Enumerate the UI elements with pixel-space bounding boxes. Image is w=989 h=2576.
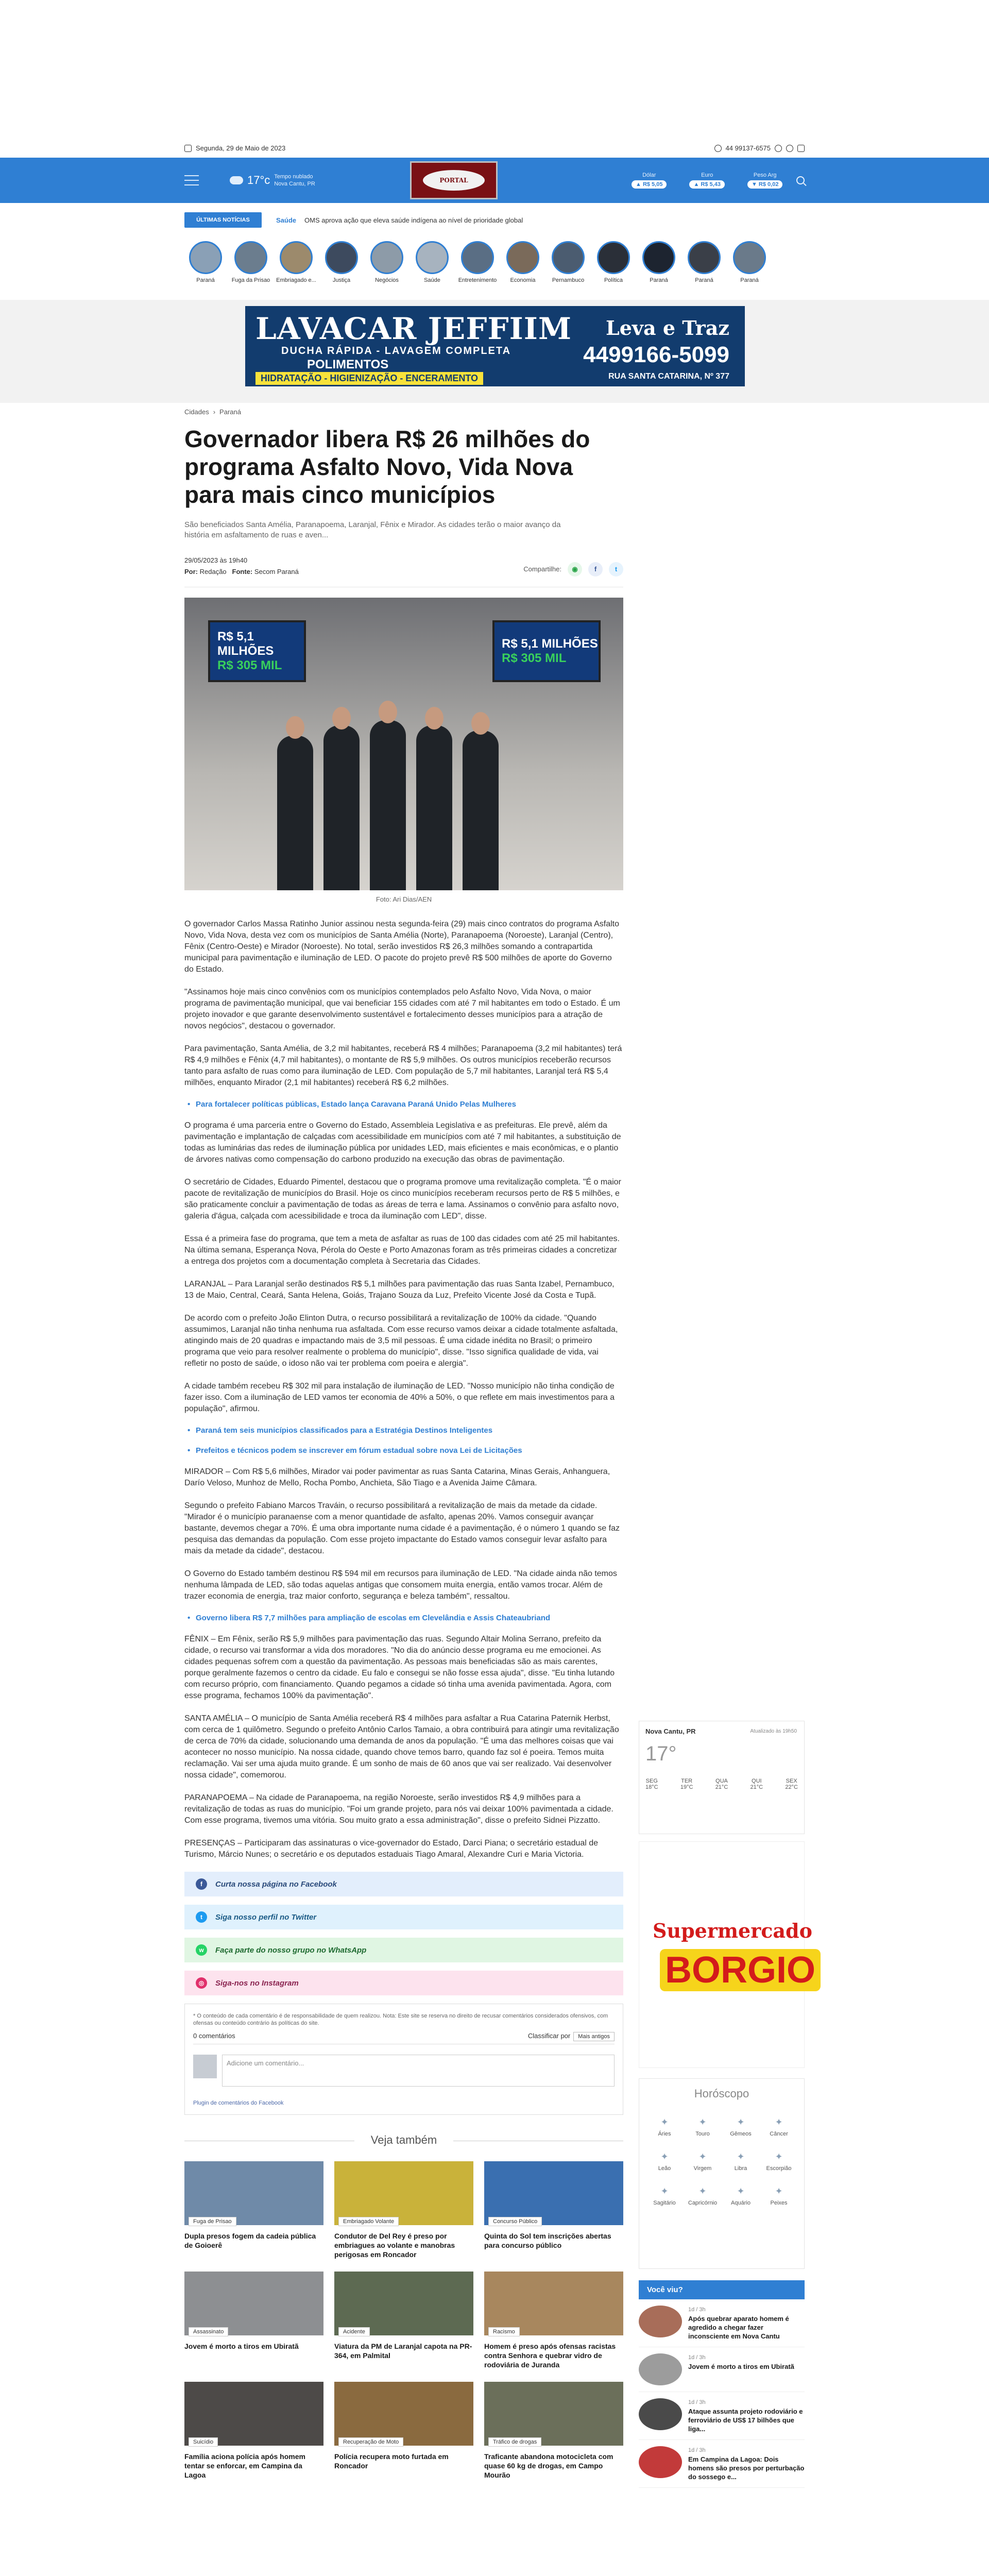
viu-thumb [639,2446,682,2478]
horoscope-title: Horóscopo [694,2087,749,2100]
viu-item[interactable] [639,2347,805,2392]
story-label: Negócios [375,277,399,283]
calendar-icon [184,145,192,152]
story-label: Embriagado e... [276,277,316,283]
share-bar [523,562,623,577]
ad-banner-lavacar[interactable] [245,306,745,386]
facebook-icon[interactable] [775,145,782,152]
story-thumb [189,241,222,274]
viu-title: Em Campina da Lagoa: Dois homens são presos por perturbação do sossego e... [688,2455,805,2481]
instagram-follow-button[interactable] [184,1971,623,1995]
paragraph: O secretário de Cidades, Eduardo Pimentel, destacou que o programa promove uma revitalização completa. "É o maior pacote de revitalização de municípios do Brasil. Hoje os cinco municípios receberam recursos perto de R$ 5 milhões, e são praticamente concluir a pavimentação de todas as áreas de terra e lama. Assinamos o convênio para asfalto novo, galeria d'água, calçada com acessibilidade e troca da iluminação com LED", disse. [184,1178,621,1221]
related-link[interactable]: • Para fortalecer políticas públicas, Estado lança Caravana Paraná Unido Pelas Mulheres [184,1100,623,1109]
breadcrumb: Cidades › Paraná [184,408,241,416]
weather-updated: Atualizado às 19h50 [750,1728,797,1734]
card-title: Família aciona polícia após homem tentar se enforcar, em Campina da Lagoa [184,2452,305,2479]
forecast-weekday: QUA [715,1778,728,1784]
story-thumb [416,241,449,274]
sort-select[interactable]: Mais antigos [573,2032,615,2041]
forecast-weekday: QUI [752,1778,762,1784]
related-link[interactable]: • Prefeitos e técnicos podem se inscrever em fórum estadual sobre nova Lei de Licitações [184,1446,623,1455]
ad-phone: 4499166-5099 [583,342,729,367]
sidebar-ad-borgio[interactable] [639,1841,816,2068]
paragraph: O Governo do Estado também destinou R$ 594 mil em recursos para iluminação de LED. "Na cidade ainda não temos nenhuma lâmpada de LED, são todas aquelas antigas que consomem muita energia, então vamos trocar. Além de trazer economia de energia, traz maior conforto, segurança e beleza também", ressaltou. [184,1569,617,1601]
card-image [484,2382,623,2446]
story-item[interactable] [189,241,223,293]
related-link[interactable]: • Paraná tem seis municípios classificados para a Estratégia Destinos Inteligentes [184,1426,623,1435]
story-label: Fuga da Prisao [231,277,270,283]
story-thumb [642,241,675,274]
paragraph: Essa é a primeira fase do programa, que tem a meta de asfaltar as ruas de 100 das cidades com até 25 mil habitantes. Na última semana, Esperança Nova, Pérola do Oeste e Porto Amazonas foram as três primeiras cidades a concretizar a entrega dos projetos com a documentação completa à Secretaria das Cidades. [184,1234,620,1266]
card-image [334,2161,473,2225]
ticker-category[interactable]: Saúde [276,216,297,224]
story-item[interactable] [415,241,449,293]
story-label: Economia [510,277,536,283]
card-tag: Embriagado Volante [338,2217,399,2226]
twitter-follow-button[interactable] [184,1905,623,1929]
instagram-icon[interactable] [797,145,805,152]
viu-time: 1d / 3h [688,2399,706,2405]
sign-item[interactable]: ✦ Câncer [760,2117,798,2137]
ad-line2: BORGIO [660,1949,821,1991]
breadcrumb-item[interactable]: Paraná [219,408,241,416]
whatsapp-group-button[interactable] [184,1938,623,1962]
ticker-headline[interactable]: OMS aprova ação que eleva saúde indígena ao nível de prioridade global [304,216,523,224]
story-item[interactable] [732,241,766,293]
story-item[interactable] [370,241,404,293]
comments-note: * O conteúdo de cada comentário é de responsabilidade de quem realizou. Nota: Este site se reserva no direito de recusar comentários considerados ofensivos, com ofensas ou conteúdo contrário às políticas do site. [193,2013,608,2026]
card-title: Viatura da PM de Laranjal capota na PR-364, em Palmital [334,2342,472,2360]
twitter-icon: t [196,1911,207,1923]
screen-sub: R$ 305 MIL [217,658,282,672]
news-ticker [184,210,805,230]
facebook-icon: f [196,1878,207,1890]
forecast-temp: 21°C [750,1784,763,1790]
ad-line2: DUCHA RÁPIDA - LAVAGEM COMPLETA [281,345,511,357]
viu-thumb [639,2306,682,2337]
viu-item[interactable] [639,2392,805,2440]
quote-label: Euro [701,172,713,178]
ad-name: LAVACAR JEFFIIM [255,311,572,346]
viu-item[interactable] [639,2299,805,2347]
story-thumb [461,241,494,274]
card-image [184,2272,323,2335]
card-image [334,2382,473,2446]
forecast-day [645,1778,658,1790]
article-datetime: 29/05/2023 às 19h40 [184,556,248,564]
photo-caption: Foto: Ari Dias/AEN [376,895,432,903]
see-also-title: Veja também [184,2133,623,2147]
voce-viu-widget [639,2280,805,2488]
twitter-follow-label: Siga nosso perfil no Twitter [215,1912,317,1922]
top-bar [0,144,989,157]
paragraph: FÊNIX – Em Fênix, serão R$ 5,9 milhões para pavimentação das ruas. Segundo Altair Molina Serrano, prefeito da cidade, o recurso vai transformar a vida dos moradores. "No dia do anúncio desse programa eu me emocionei. As cidades pequenas sofrem com a questão da pavimentação. As pessoas mais beneficiadas são as mais carentes, porque geralmente fazemos o centro da cidade. Eu falo e consegui se não fosse essa ajuda", disse. "Eu tinha lutando com recurso próprio, com financiamento. Quando pegamos a cidade só tinha uma avenida pavimentada. Agora, com esse programa, fechamos 100% da pavimentação". [184,1635,615,1700]
sign-item[interactable]: ✦ Aquário [722,2186,760,2206]
sign-item[interactable]: ✦ Áries [645,2117,684,2137]
weather-widget [639,1721,805,1834]
site-header [0,158,989,203]
sign-item[interactable]: ✦ Escorpião [760,2151,798,2172]
sign-item[interactable]: ✦ Peixes [760,2186,798,2206]
story-thumb [688,241,721,274]
story-thumb [325,241,358,274]
site-logo[interactable] [410,161,498,199]
voce-viu-title: Você viu? [639,2280,805,2299]
article-meta [184,555,623,587]
horoscope-widget [639,2078,805,2269]
story-label: Paraná [650,277,668,283]
card-title: Traficante abandona motocicleta com quase 60 kg de drogas, em Campo Mourão [484,2452,613,2479]
stories-bar [184,241,805,293]
paragraph: Segundo o prefeito Fabiano Marcos Traváin, o recurso possibilitará a revitalização de mais da metade da cidade. "Mirador é o município paranaense com a menor quantidade de asfalto, apenas 20%. Vamos conseguir avançar bastante, devemos chegar a 70%. É uma obra importante numa cidade é a pavimentação, é o número 1 quando se faz pesquisa das demandas da população. Com esse projeto impactante do Estado vamos conseguir levar asfalto para mais da metade da cidade", destacou. [184,1501,620,1555]
whatsapp-icon [714,145,722,152]
forecast-day [751,1778,763,1790]
comment-input[interactable]: Adicione um comentário... [222,2055,615,2087]
story-item[interactable] [458,241,497,293]
paragraph: PRESENÇAS – Participaram das assinaturas o vice-governador do Estado, Darci Piana; o secretário estadual de Turismo, Márcio Nunes; o secretário e os deputados estaduais Tiago Amaral, Alexandre Curi e Maria Victoria. [184,1839,599,1859]
viu-title: Jovem é morto a tiros em Ubiratã [688,2363,794,2370]
news-card[interactable] [184,2272,323,2369]
ad-line1: Supermercado [653,1919,812,1942]
card-image [484,2272,623,2335]
author: Redação [199,568,227,575]
news-card[interactable] [334,2272,473,2369]
card-title: Quinta do Sol tem inscrições abertas para concurso público [484,2232,611,2249]
viu-title: Após quebrar aparato homem é agredido a chegar fazer inconsciente em Nova Cantu [688,2315,789,2340]
quote-label: Peso Arg [753,172,777,178]
photo-screen-right [492,620,601,682]
story-item[interactable] [231,241,270,293]
news-card[interactable] [184,2161,323,2259]
share-facebook-icon[interactable]: f [588,562,603,577]
story-thumb [506,241,539,274]
screen-text: R$ 5,1 MILHÕES [217,630,274,658]
forecast-day [715,1778,728,1790]
story-label: Saúde [424,277,440,283]
story-label: Paraná [695,277,713,283]
related-link[interactable]: • Governo libera R$ 7,7 milhões para ampliação de escolas em Clevelândia e Assis Chateaubriand [184,1614,623,1622]
forecast-temp: 22°C [785,1784,798,1790]
phone-number[interactable]: 44 99137-6575 [725,144,771,152]
author-label: Por: [184,568,198,575]
story-label: Política [604,277,623,283]
story-item[interactable] [642,241,676,293]
story-label: Justiça [332,277,351,283]
sign-item[interactable]: ✦ Touro [684,2117,722,2137]
share-whatsapp-icon[interactable]: ◉ [568,562,582,577]
photo-screen-left [208,620,306,682]
quote-peso [747,172,782,189]
viu-time: 1d / 3h [688,2354,706,2361]
article-subtitle: São beneficiados Santa Amélia, Paranapoema, Laranjal, Fênix e Mirador. As cidades terão o maior avanço da história em asfaltamento de ruas e aven... [184,520,561,539]
viu-time: 1d / 3h [688,2447,706,2453]
news-card[interactable] [484,2272,623,2369]
card-title: Condutor de Del Rey é preso por embriagues ao volante e manobras perigosas em Roncador [334,2232,455,2259]
header-weather [230,173,353,188]
instagram-follow-label: Siga-nos no Instagram [215,1978,299,1988]
story-label: Paraná [196,277,215,283]
facebook-plugin-link[interactable]: Plugin de comentários do Facebook [193,2100,284,2106]
paragraph: Para pavimentação, Santa Amélia, de 3,2 mil habitantes, receberá R$ 4 milhões; Paranapoema (3,2 mil habitantes) terá R$ 4,9 milhões e Fênix (4,7 mil habitantes), o montante de R$ 5,9 milhões. Os outros municípios receberão recursos tanto para asfalto de ruas como para iluminação de LED. Com população de 5,7 mil habitantes, Laranjal terá R$ 5,4 milhões, enquanto Mirador (2,1 mil habitantes) receberá R$ 6,2 milhões. [184,1044,622,1087]
card-title: Dupla presos fogem da cadeia pública de Goioerê [184,2232,316,2249]
story-item[interactable] [687,241,721,293]
comments-count: 0 comentários [193,2032,235,2040]
news-card[interactable] [334,2382,473,2480]
facebook-follow-label: Curta nossa página no Facebook [215,1879,337,1889]
ad-line4: HIDRATAÇÃO - HIGIENIZAÇÃO - ENCERAMENTO [255,372,483,385]
story-thumb [552,241,585,274]
sign-item[interactable]: ✦ Virgem [684,2151,722,2172]
forecast-day [785,1778,798,1790]
instagram-icon: ◎ [196,1977,207,1989]
paragraph: PARANAPOEMA – Na cidade de Paranapoema, na região Noroeste, serão investidos R$ 4,9 milhões para a revitalização de todas as ruas do município. "Foi um grande projeto, para nós vai deixar 100% pavimentada a cidade. Com esse programa, tivemos uma vitória. Sou muito grato a essa administração", disse o prefeito Sidnei Pizzatto. [184,1793,613,1825]
card-tag: Fuga de Prisao [189,2217,236,2226]
sort-label: Classificar por [527,2032,571,2040]
breadcrumb-item[interactable]: Cidades [184,408,209,416]
cloud-icon [230,176,243,184]
card-tag: Suicídio [189,2437,218,2447]
header-weather-desc: Tempo nublado [274,174,313,180]
share-twitter-icon[interactable]: t [609,562,623,577]
quote-euro [689,172,724,189]
forecast-weekday: SEG [645,1778,658,1784]
paragraph: O governador Carlos Massa Ratinho Junior assinou nesta segunda-feira (29) mais cinco contratos do programa Asfalto Novo, Vida Nova, desta vez com os municípios de Santa Amélia (Norte), Paranapoema (Noroeste), Laranjal (Centro), Fênix (Centro-Oeste) e Mirador (Noroeste). No total, serão investidos R$ 26,3 milhões somando a contrapartida municipal para pavimentação e iluminação de LED. O pacote do projeto prevê R$ 500 milhões de aporte do Governo do Estado. [184,920,619,974]
story-label: Pernambuco [552,277,585,283]
source: Secom Paraná [254,568,299,575]
avatar [193,2055,217,2078]
viu-thumb [639,2398,682,2430]
quote-value: ▲ R$ 5,05 [632,180,667,189]
forecast-temp: 19°C [680,1784,693,1790]
story-thumb [234,241,267,274]
story-item[interactable] [551,241,585,293]
header-weather-location: Nova Cantu, PR [274,181,315,187]
news-card[interactable] [484,2161,623,2259]
story-thumb [370,241,403,274]
card-tag: Concurso Público [488,2217,542,2226]
forecast-weekday: TER [681,1778,693,1784]
search-icon[interactable] [796,176,805,184]
story-label: Paraná [740,277,759,283]
paragraph: O programa é uma parceria entre o Governo do Estado, Assembleia Legislativa e as prefeituras. Ele prevê, além da pavimentação e implantação de calçadas com acessibilidade em municípios com até 7 mil habitantes, a substituição de todas as luminárias das redes de iluminação pública por unidades LED, mais eficientes e mais econômicas, e o plantio de árvores nativas como compensação do carbono produzido na execução das obras de pavimentação. [184,1121,621,1164]
header-temp: 17°c [247,174,270,187]
comments-section [184,2004,623,2115]
screen-sub: R$ 305 MIL [502,651,567,665]
paragraph: A cidade também recebeu R$ 302 mil para instalação de iluminação de LED. "Nosso município não tinha condição de fazer isso. Com a iluminação de LED vamos ter economia de 40% a 50%, o que reflete em mais investimentos para a população", afirmou. [184,1382,615,1413]
ad-slogan: Leva e Traz [606,316,729,340]
ad-section [0,300,989,403]
card-title: Homem é preso após ofensas racistas contra Senhora e quebrar vidro de rodoviária de Juranda [484,2342,616,2369]
card-title: Polícia recupera moto furtada em Roncador [334,2452,449,2470]
sign-item[interactable]: ✦ Sagitário [645,2186,684,2206]
ad-line3: POLIMENTOS [307,358,389,371]
article [184,408,623,2480]
article-title: Governador libera R$ 26 milhões do programa Asfalto Novo, Vida Nova para mais cinco municípios [184,426,590,508]
card-tag: Assassinato [189,2327,228,2336]
forecast-day [680,1778,693,1790]
ticker-label: ÚLTIMAS NOTÍCIAS [184,212,262,228]
card-image [184,2161,323,2225]
card-image [334,2272,473,2335]
viu-thumb [639,2353,682,2385]
card-tag: Tráfico de drogas [488,2437,541,2447]
twitter-icon[interactable] [786,145,793,152]
weather-location: Nova Cantu, PR [645,1727,696,1735]
card-tag: Acidente [338,2327,370,2336]
card-image [184,2382,323,2446]
story-thumb [733,241,766,274]
logo-text: PORTAL [439,177,468,184]
story-item[interactable] [506,241,540,293]
card-image [484,2161,623,2225]
currency-quotes [632,172,782,189]
source-label: Fonte: [232,568,253,575]
story-label: Entretenimento [458,277,497,283]
share-label: Compartilhe: [523,565,561,573]
card-tag: Racismo [488,2327,520,2336]
news-card[interactable] [184,2382,323,2480]
forecast-temp: 21°C [715,1784,728,1790]
card-tag: Recuperação de Moto [338,2437,403,2447]
forecast-temp: 18°C [645,1784,658,1790]
viu-title: Ataque assunta projeto rodoviário e ferroviário de US$ 17 bilhões que liga... [688,2408,803,2433]
sign-item[interactable]: ✦ Capricórnio [684,2186,722,2206]
current-date: Segunda, 29 de Maio de 2023 [196,144,286,152]
menu-icon[interactable] [184,175,199,185]
article-photo[interactable] [184,598,623,890]
news-card[interactable] [334,2161,473,2259]
sign-item[interactable]: ✦ Libra [722,2151,760,2172]
story-thumb [597,241,630,274]
news-card[interactable] [484,2382,623,2480]
story-item[interactable] [276,241,316,293]
card-title: Jovem é morto a tiros em Ubiratã [184,2342,299,2350]
whatsapp-group-label: Faça parte do nosso grupo no WhatsApp [215,1945,367,1955]
quote-label: Dólar [642,172,656,178]
article-body [184,919,623,1860]
paragraph: "Assinamos hoje mais cinco convênios com os municípios contemplados pelo Asfalto Novo, Vida Nova, o maior programa de pavimentação municipal, que vai beneficiar 155 cidades com até 7 mil habitantes em todo o Estado. É um projeto inovador e que garante desenvolvimento sustentável e fortalecimento desses municípios para a atração de novos negócios", destacou o governador. [184,988,620,1030]
weather-forecast [645,1778,798,1790]
forecast-weekday: SEX [786,1778,797,1784]
story-thumb [280,241,313,274]
story-item[interactable] [325,241,359,293]
paragraph: De acordo com o prefeito João Elinton Dutra, o recurso possibilitará a revitalização de 100% da cidade. "Quando assumimos, Laranjal não tinha nenhuma rua asfaltada. Com esse recurso vamos deixar a cidade totalmente asfaltada, atingindo mais de 20 quadras e impactando mais de 3,5 mil pessoas. É uma cidade inédita no Brasil; o primeiro programa que veio para resolver realmente o problema do município", disse. "Isso significa qualidade de vida, vai refletir no posto de saúde, o idoso não vai ter problema com poeira e alergia". [184,1314,618,1368]
sign-item[interactable]: ✦ Leão [645,2151,684,2172]
paragraph: LARANJAL – Para Laranjal serão destinados R$ 5,1 milhões para pavimentação das ruas Santa Izabel, Pernambuco, 13 de Maio, Central, Ceará, Santa Helena, Goiás, Trajano Souza da Luz, Prefeito Vicente José da Costa e Tupã. [184,1280,615,1300]
viu-time: 1d / 3h [688,2307,706,2313]
story-item[interactable] [596,241,630,293]
viu-item[interactable] [639,2440,805,2488]
facebook-follow-button[interactable] [184,1872,623,1896]
sidebar [639,1721,816,2488]
sign-item[interactable]: ✦ Gêmeos [722,2117,760,2137]
weather-temp: 17° [645,1742,677,1765]
ad-address: RUA SANTA CATARINA, Nº 377 [608,372,729,381]
whatsapp-icon: w [196,1944,207,1956]
see-also-grid [184,2161,623,2480]
quote-value: ▲ R$ 5,43 [689,180,724,189]
quote-dolar [632,172,667,189]
screen-text: R$ 5,1 MILHÕES [502,637,598,651]
quote-value: ▼ R$ 0,02 [747,180,782,189]
paragraph: SANTA AMÉLIA – O município de Santa Amélia receberá R$ 4 milhões para asfaltar a Rua Catarina Paternik Herbst, com cerca de 1 quilômetro. Segundo o prefeito Antônio Carlos Tamaio, a obra contribuirá para atingir uma revitalização de cerca de 70% da cidade, solucionando uma demanda de anos da população. "É uma das melhores coisas que vai acontecer no nosso município. Na nossa cidade, quando chove temos barro, quando faz sol é poeira. Temos muita reclamação. Vai ser uma ajuda muito grande. É um sonho de mais de 60 anos que vai ser realizado. Vai desenvolver nossa cidade", comemorou. [184,1714,619,1780]
paragraph: MIRADOR – Com R$ 5,6 milhões, Mirador vai poder pavimentar as ruas Santa Catarina, Minas Gerais, Anhanguera, Darío Veloso, Munhoz de Mello, Rocha Pombo, Anchieta, São Tiago e a Avenida Jaime Câmara. [184,1467,610,1487]
